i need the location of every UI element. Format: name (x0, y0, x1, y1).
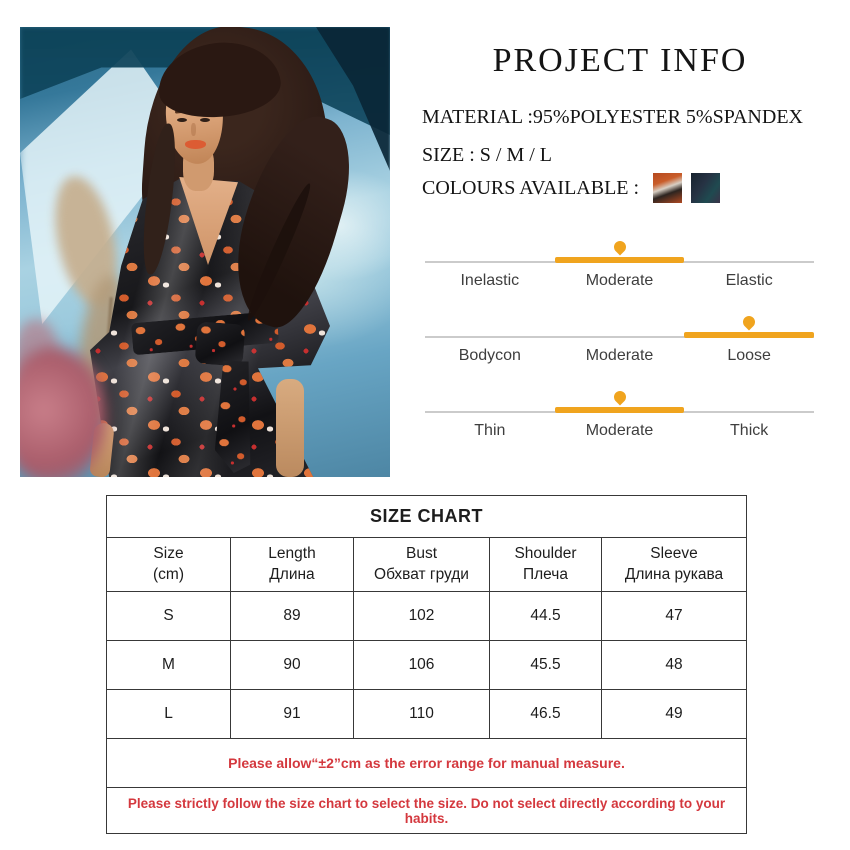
column-header-shoulder: Shoulder Плеча (490, 538, 602, 592)
scale-option: Bodycon (458, 347, 521, 364)
cell-size: L (107, 690, 231, 739)
cell-bust: 110 (354, 690, 490, 739)
measure-note: Please allow“±2”cm as the error range for manual measure. (107, 739, 747, 788)
model-eye (177, 118, 187, 122)
scale-option: Inelastic (460, 272, 520, 289)
scale-active-segment (555, 407, 685, 413)
page-title: PROJECT INFO (492, 42, 748, 79)
cell-sleeve: 48 (602, 641, 747, 690)
scale-labels (425, 347, 814, 365)
size-line: SIZE : S / M / L (422, 144, 553, 166)
cell-length: 91 (231, 690, 354, 739)
scale-option: Moderate (585, 347, 654, 364)
scale-marker-icon (741, 314, 758, 331)
size-chart-table (106, 495, 747, 834)
material-line: MATERIAL :95%POLYESTER 5%SPANDEX (422, 106, 803, 128)
model-eye (200, 118, 210, 122)
column-header-bust: Bust Обхват груди (354, 538, 490, 592)
scale-active-segment (684, 332, 814, 338)
scale-active-segment (555, 257, 685, 263)
size-chart-title: SIZE CHART (107, 496, 747, 538)
colour-swatch-fox-print (653, 173, 682, 203)
cell-length: 90 (231, 641, 354, 690)
scale-option: Thin (474, 422, 506, 439)
cell-shoulder: 46.5 (490, 690, 602, 739)
column-header-sleeve: Sleeve Длина рукава (602, 538, 747, 592)
model-leg (276, 379, 304, 477)
model-lips (185, 140, 206, 149)
colours-row (422, 172, 720, 204)
scale-option: Loose (727, 347, 771, 364)
scale-labels (425, 422, 814, 440)
model-nose (191, 123, 196, 136)
cell-bust: 106 (354, 641, 490, 690)
fit-scale (425, 313, 814, 369)
elasticity-scale (425, 238, 814, 294)
cell-length: 89 (231, 592, 354, 641)
size-warning: Please strictly follow the size chart to select the size. Do not select directly according to your habits. (107, 788, 747, 834)
cell-shoulder: 45.5 (490, 641, 602, 690)
cell-size: M (107, 641, 231, 690)
cell-bust: 102 (354, 592, 490, 641)
scale-marker-icon (611, 389, 628, 406)
thickness-scale (425, 388, 814, 444)
colours-label: COLOURS AVAILABLE : (422, 176, 640, 199)
scale-marker-icon (611, 239, 628, 256)
colour-swatch-navy (691, 173, 720, 203)
table-row-s (107, 592, 747, 641)
cell-sleeve: 49 (602, 690, 747, 739)
table-row-m (107, 641, 747, 690)
cell-size: S (107, 592, 231, 641)
column-header-size: Size (cm) (107, 538, 231, 592)
scale-labels (425, 272, 814, 290)
column-header-length: Length Длина (231, 538, 354, 592)
scale-option: Thick (730, 422, 769, 439)
scale-option: Moderate (585, 422, 654, 439)
model-photo (20, 27, 390, 477)
scale-option: Elastic (725, 272, 773, 289)
table-row-l (107, 690, 747, 739)
cell-shoulder: 44.5 (490, 592, 602, 641)
robe-belt-knot (195, 321, 246, 366)
scale-option: Moderate (585, 272, 654, 289)
cell-sleeve: 47 (602, 592, 747, 641)
